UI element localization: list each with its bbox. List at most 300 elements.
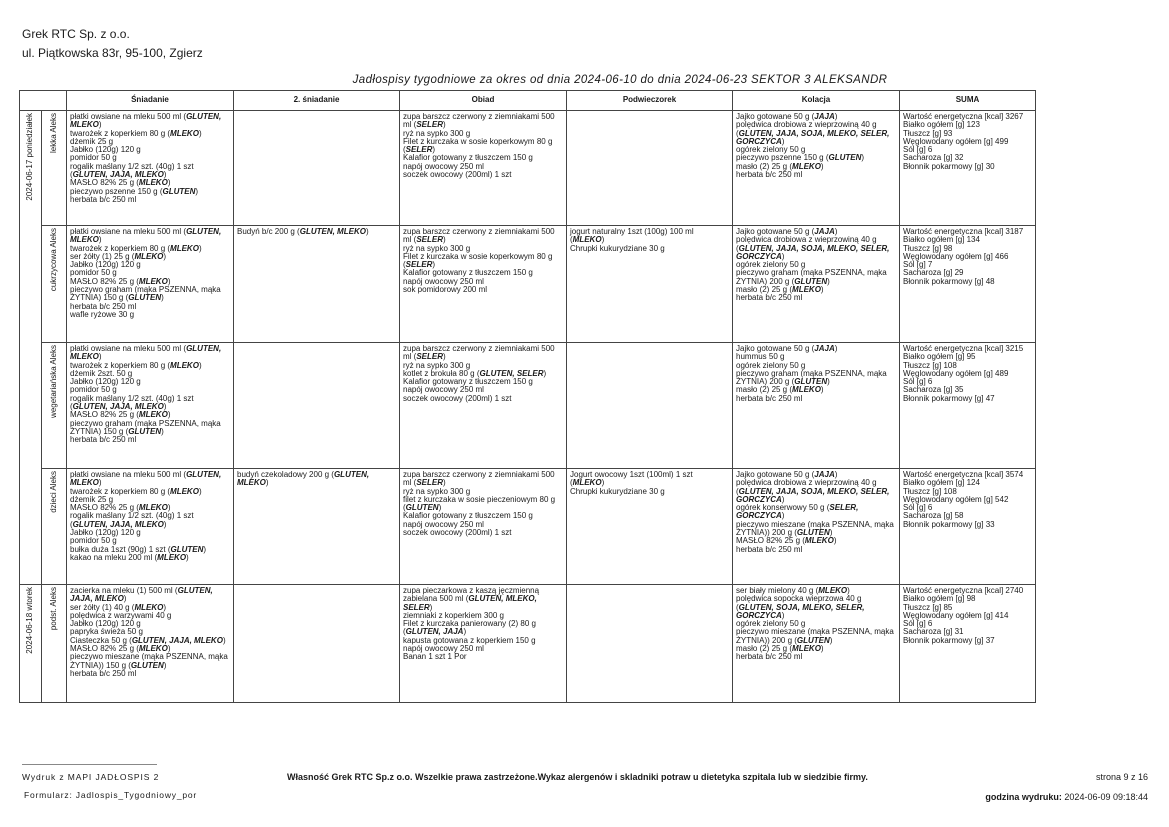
menu-text: sok pomidorowy 200 ml	[403, 285, 488, 295]
menu-text: )	[98, 352, 102, 362]
diet-label: cukrzycowa Aleks	[48, 228, 58, 292]
allergen-text: MLEKO	[138, 276, 168, 286]
menu-text: Błonnik pokarmowy [g] 33	[903, 519, 995, 529]
header-kolacja: Kolacja	[733, 91, 900, 111]
allergen-text: MLEKO	[138, 410, 168, 420]
meal-kolacja-cell	[733, 343, 900, 469]
menu-text: Tłuszcz [g] 108	[903, 486, 957, 496]
menu-text: dżemik 25 g	[70, 494, 114, 504]
allergen-text: GLUTEN	[828, 153, 862, 163]
menu-text: masło (2) 25 g (	[736, 161, 793, 171]
footer-divider	[22, 764, 157, 765]
menu-text: polędwica z warzywami 40 g	[70, 610, 172, 620]
menu-text: )	[847, 586, 850, 595]
menu-text: Sól [g] 6	[903, 503, 933, 513]
allergen-text: GLUTEN	[796, 528, 830, 538]
menu-text: pomidor 50 g	[70, 153, 117, 163]
menu-text: Białko ogółem [g] 95	[903, 352, 976, 362]
menu-text: )	[834, 112, 838, 121]
menu-text: budyń czekoladowy 200 g (	[237, 470, 334, 479]
menu-text: )	[429, 602, 433, 612]
menu-text: )	[365, 227, 369, 236]
menu-text: )	[432, 145, 436, 155]
diet-label: wegetariańska Aleks	[48, 345, 58, 418]
menu-text: )	[827, 276, 830, 286]
meal-sniadanie-cell	[67, 343, 234, 469]
allergen-text: SELER	[405, 145, 433, 155]
menu-text: bułka duża 1szt (90g) 1 szt (	[70, 544, 171, 554]
allergen-text: MLEKO	[818, 586, 848, 595]
header-2-sniadanie: 2. śniadanie	[234, 91, 400, 111]
menu-text: )	[198, 486, 202, 496]
allergen-text: MLEKO	[792, 285, 821, 295]
menu-text: Białko ogółem [g] 98	[903, 594, 976, 604]
menu-text: )	[543, 368, 547, 378]
menu-text: )	[167, 503, 171, 513]
allergen-text: GLUTEN, MLEKO	[70, 470, 222, 488]
footer-page-number: strona 9 z 16	[1095, 772, 1148, 782]
meal-podwieczorek-cell	[567, 469, 733, 585]
menu-text: Wartość energetyczna [kcal] 3267	[903, 112, 1024, 121]
meal-podwieczorek-cell	[567, 226, 733, 343]
menu-text: Sól [g] 6	[903, 377, 933, 387]
menu-text: ryż na sypko 300 g	[403, 360, 471, 370]
menu-text: pieczywo mieszane (mąka PSZENNA, mąka ŻYTNIA)) 200 g (	[736, 627, 894, 645]
menu-text: MASŁO 82% 25 g (	[70, 276, 139, 286]
meal-sniadanie-cell	[67, 226, 234, 343]
menu-text: masło (2) 25 g (	[736, 285, 793, 295]
menu-text: papryka świeża 50 g	[70, 627, 143, 637]
menu-text: )	[161, 293, 164, 303]
allergen-text: SELER	[416, 352, 443, 362]
menu-text: zupa pieczarkowa z kaszą jęczmienną zabielana 500 ml (	[403, 586, 540, 604]
allergen-text: JAJA	[814, 112, 835, 121]
menu-text: )	[781, 251, 785, 261]
menu-text: Chrupki kukurydziane 30 g	[570, 486, 665, 496]
menu-text: płatki owsiane na mleku 500 ml (	[70, 344, 187, 353]
menu-text: ryż na sypko 300 g	[403, 243, 471, 253]
menu-text: wafle ryżowe 30 g	[70, 309, 135, 319]
menu-text: )	[443, 235, 446, 245]
diet-label: dzieci Aleks	[48, 471, 58, 513]
meal-obiad-cell	[400, 585, 567, 703]
menu-text: Jabłko (120g) 120 g	[70, 528, 141, 538]
menu-text: Jabłko (120g) 120 g	[70, 145, 141, 155]
menu-text: ryż na sypko 300 g	[403, 128, 471, 138]
menu-text: herbata b/c 250 ml	[70, 194, 137, 204]
menu-text: MASŁO 82% 25 g (	[70, 410, 139, 420]
day-label-cell	[20, 111, 42, 585]
menu-text: )	[163, 660, 167, 670]
menu-text: napój owocowy 250 ml	[403, 161, 484, 171]
menu-text: )	[820, 644, 824, 654]
menu-text: )	[203, 544, 207, 554]
menu-text: Banan 1 szt 1 Por	[403, 652, 467, 662]
menu-text: Kalafior gotowany z tłuszczem 150 g	[403, 377, 533, 387]
allergen-text: GLUTEN, JAJA, SOJA, MLEKO, SELER, GORCZYCA	[736, 128, 890, 146]
menu-text: Tłuszcz [g] 85	[903, 602, 953, 612]
menu-text: Filet z kurczaka panierowany (2) 80 g (	[403, 619, 536, 637]
allergen-text: GLUTEN, JAJA, MLEKO	[72, 402, 164, 412]
menu-text: pieczywo graham (mąka PSZENNA, mąka ŻYTNIA) 150 g (	[70, 285, 221, 303]
menu-text: ryż na sypko 300 g	[403, 486, 471, 496]
allergen-text: GLUTEN	[794, 276, 828, 286]
menu-text: ser żółty (1) 40 g (	[70, 602, 135, 612]
allergen-text: GLUTEN, JAJA, MLEKO	[72, 170, 164, 180]
menu-text: napój owocowy 250 ml	[403, 519, 484, 529]
menu-text: )	[443, 120, 446, 130]
menu-text: )	[601, 478, 605, 488]
menu-text: Jajko gotowane 50 g (	[736, 344, 815, 353]
meal-2-sniadanie-cell	[234, 111, 400, 226]
menu-text: rogalik maślany 1/2 szt. (40g) 1 szt (	[70, 393, 194, 412]
menu-text: )	[163, 402, 167, 412]
menu-text: Wartość energetyczna [kcal] 3215	[903, 344, 1024, 353]
nutrition-sum-cell	[900, 469, 1036, 585]
menu-text: )	[163, 519, 167, 529]
menu-text: zupa barszcz czerwony z ziemniakami 500 ml (	[403, 227, 555, 245]
menu-text: )	[861, 153, 865, 163]
menu-text: Sacharoza [g] 58	[903, 511, 964, 521]
allergen-text: GLUTEN, MLEKO, SELER	[403, 594, 537, 612]
menu-text: Jabłko (120g) 120 g	[70, 619, 141, 629]
meal-2-sniadanie-cell	[234, 226, 400, 343]
menu-text: )	[198, 360, 202, 370]
menu-text: polędwica sopocka wieprzowa 40 g (	[736, 594, 862, 612]
menu-text: )	[833, 536, 837, 546]
menu-text: )	[161, 426, 164, 436]
menu-text: Węglowodany ogółem [g] 466	[903, 251, 1009, 261]
menu-text: polędwica drobiowa z wieprzowiną 40 g (	[736, 478, 877, 496]
meal-podwieczorek-cell	[567, 585, 733, 703]
menu-text: )	[432, 260, 436, 270]
menu-text: )	[98, 478, 102, 488]
allergen-text: SELER	[416, 478, 443, 488]
nutrition-sum-cell	[900, 226, 1036, 343]
footer-form: Formularz: Jadlospis_Tygodniowy_por	[24, 790, 198, 800]
allergen-text: GLUTEN	[170, 544, 204, 554]
menu-text: )	[443, 478, 446, 488]
allergen-text: GLUTEN, MLEKO	[70, 227, 222, 245]
menu-text: )	[198, 243, 202, 253]
menu-text: )	[834, 470, 838, 479]
menu-text: rogalik maślany 1/2 szt. (40g) 1 szt (	[70, 161, 194, 180]
menu-text: )	[265, 478, 269, 488]
allergen-text: JAJA	[814, 344, 835, 353]
menu-text: herbata b/c 250 ml	[70, 668, 137, 678]
menu-text: )	[827, 377, 830, 387]
menu-text: Sacharoza [g] 35	[903, 385, 964, 395]
nutrition-sum-cell	[900, 343, 1036, 469]
menu-text: Jajko gotowane 50 g (	[736, 112, 815, 121]
header-obiad: Obiad	[400, 91, 567, 111]
menu-text: Jogurt owocowy 1szt (100ml) 1 szt (	[570, 470, 693, 488]
allergen-text: SELER	[405, 260, 433, 270]
allergen-text: MLEKO	[134, 602, 164, 612]
menu-text: herbata b/c 250 ml	[736, 393, 803, 403]
menu-text: Białko ogółem [g] 124	[903, 478, 980, 488]
menu-text: )	[820, 285, 824, 295]
header-blank	[20, 91, 67, 111]
menu-text: napój owocowy 250 ml	[403, 385, 484, 395]
allergen-text: GLUTEN	[794, 377, 828, 387]
nutrition-sum-cell	[900, 585, 1036, 703]
menu-text: zupa barszcz czerwony z ziemniakami 500 ml (	[403, 112, 555, 130]
footer-print-time	[985, 792, 1148, 802]
diet-label-cell	[42, 469, 67, 585]
menu-text: )	[820, 161, 824, 171]
menu-text: masło (2) 25 g (	[736, 385, 793, 395]
table-row	[20, 111, 1036, 226]
meal-kolacja-cell	[733, 585, 900, 703]
day-label: 2024-06-18 wtorek	[25, 587, 35, 654]
menu-text: )	[167, 178, 171, 188]
menu-text: )	[98, 120, 102, 130]
menu-text: ogórek zielony 50 g	[736, 145, 806, 155]
menu-text: )	[781, 610, 785, 620]
menu-text: Sól [g] 6	[903, 145, 933, 155]
menu-text: masło (2) 25 g (	[736, 644, 793, 654]
diet-label-cell	[42, 343, 67, 469]
allergen-text: GLUTEN, SOJA, MLEKO, SELER, GORCZYCA	[736, 602, 865, 620]
allergen-text: MLEKO	[572, 235, 602, 245]
menu-text: Błonnik pokarmowy [g] 48	[903, 276, 995, 286]
menu-text: )	[438, 503, 442, 513]
meal-kolacja-cell	[733, 469, 900, 585]
menu-text: pieczywo graham (mąka PSZENNA, mąka ŻYTNIA) 200 g (	[736, 368, 887, 387]
menu-text: herbata b/c 250 ml	[70, 435, 137, 445]
menu-text: pieczywo graham (mąka PSZENNA, mąka ŻYTNIA) 150 g (	[70, 418, 221, 436]
meal-kolacja-cell	[733, 226, 900, 343]
menu-text: )	[222, 635, 226, 645]
menu-text: pieczywo graham (mąka PSZENNA, mąka ŻYTNIA) 200 g (	[736, 268, 887, 286]
menu-text: kotlet z brokuła 80 g (	[403, 368, 480, 378]
menu-text: soczek owocowy (200ml) 1 szt	[403, 393, 512, 403]
header-podwieczorek: Podwieczorek	[567, 91, 733, 111]
allergen-text: MLEKO	[134, 251, 164, 261]
menu-text: pieczywo pszenne 150 g (	[736, 153, 829, 163]
menu-text: )	[123, 594, 127, 604]
menu-text: Sól [g] 6	[903, 619, 933, 629]
menu-text: )	[781, 494, 785, 504]
menu-text: jogurt naturalny 1szt (100g) 100 ml (	[570, 227, 694, 245]
menu-text: herbata b/c 250 ml	[736, 293, 803, 303]
menu-text: pieczywo mieszane (mąka PSZENNA, mąka ŻYTNIA)) 150 g (	[70, 652, 228, 670]
table-row	[20, 469, 1036, 585]
menu-table	[19, 90, 1036, 703]
menu-text: Wartość energetyczna [kcal] 2740	[903, 586, 1024, 595]
menu-text: )	[195, 186, 199, 196]
menu-text: kakao na mleku 200 ml (	[70, 552, 158, 562]
menu-text: polędwica drobiowa z wieprzowiną 40 g (	[736, 235, 877, 253]
menu-text: rogalik maślany 1/2 szt. (40g) 1 szt (	[70, 511, 194, 529]
meal-2-sniadanie-cell	[234, 469, 400, 585]
allergen-text: JAJA	[814, 227, 835, 236]
menu-text: Jabłko (120g) 120 g	[70, 260, 141, 270]
meal-obiad-cell	[400, 469, 567, 585]
diet-label-cell	[42, 226, 67, 343]
allergen-text: GLUTEN, MLEKO	[237, 470, 370, 488]
allergen-text: GLUTEN, JAJA, SOJA, MLEKO, SELER, GORCZYCA	[736, 486, 890, 504]
menu-text: ziemniaki z koperkiem 300 g	[403, 610, 504, 620]
menu-text: pieczywo pszenne 150 g (	[70, 186, 163, 196]
allergen-text: GLUTEN, MLEKO	[70, 344, 222, 362]
allergen-text: MLEKO	[170, 128, 199, 138]
footer-copyright: Własność Grek RTC Sp.z o.o. Wszelkie prawa zastrzeżone.Wykaz alergenów i skladniki potraw u dietetyka szpitala lub w siedzibie firmy.	[287, 772, 868, 782]
menu-text: Sacharoza [g] 31	[903, 627, 964, 637]
menu-text: MASŁO 82% 25 g (	[70, 644, 139, 654]
allergen-text: SELER, GORCZYCA	[736, 503, 859, 521]
menu-text: płatki owsiane na mleku 500 ml (	[70, 227, 187, 236]
header-sniadanie: Śniadanie	[67, 91, 234, 111]
menu-text: Filet z kurczaka w sosie koperkowym 80 g (	[403, 251, 553, 270]
menu-text: MASŁO 82% 25 g (	[70, 178, 139, 188]
allergen-text: MLEKO	[572, 478, 602, 488]
menu-text: pomidor 50 g	[70, 268, 117, 278]
menu-text: Jajko gotowane 50 g (	[736, 227, 815, 236]
menu-text: herbata b/c 250 ml	[70, 301, 137, 311]
menu-text: )	[829, 528, 833, 538]
print-time-value: 2024-06-09 09:18:44	[1061, 792, 1148, 802]
menu-text: MASŁO 82% 25 g (	[70, 503, 139, 513]
allergen-text: SELER	[416, 120, 443, 130]
menu-text: herbata b/c 250 ml	[736, 652, 803, 662]
allergen-text: GLUTEN, JAJA, MLEKO	[72, 519, 164, 529]
allergen-text: GLUTEN, JAJA, MLEKO	[131, 635, 223, 645]
menu-text: Tłuszcz [g] 93	[903, 128, 953, 138]
menu-text: )	[167, 410, 171, 420]
menu-text: zacierka na mleku (1) 500 ml (	[70, 586, 178, 595]
menu-text: Sacharoza [g] 32	[903, 153, 964, 163]
menu-text: Węglowodany ogółem [g] 489	[903, 368, 1009, 378]
menu-text: ogórek zielony 50 g	[736, 260, 806, 270]
menu-text: Chrupki kukurydziane 30 g	[570, 243, 665, 253]
menu-text: hummus 50 g	[736, 352, 785, 362]
diet-label-cell	[42, 111, 67, 226]
menu-text: )	[98, 235, 102, 245]
menu-text: Budyń b/c 200 g (	[237, 227, 300, 236]
menu-text: płatki owsiane na mleku 500 ml (	[70, 112, 187, 121]
menu-text: )	[781, 511, 785, 521]
allergen-text: JAJA	[814, 470, 835, 479]
menu-text: twarożek z koperkiem 80 g (	[70, 486, 171, 496]
meal-podwieczorek-cell	[567, 111, 733, 226]
allergen-text: MLEKO	[157, 552, 187, 562]
allergen-text: MLEKO	[170, 486, 199, 496]
menu-text: )	[163, 602, 167, 612]
meal-podwieczorek-cell	[567, 343, 733, 469]
menu-text: )	[781, 136, 785, 146]
menu-text: Tłuszcz [g] 108	[903, 360, 957, 370]
meal-2-sniadanie-cell	[234, 585, 400, 703]
table-row	[20, 226, 1036, 343]
menu-text: soczek owocowy (200ml) 1 szt	[403, 528, 512, 538]
allergen-text: GLUTEN, SELER	[479, 368, 544, 378]
allergen-text: SELER	[416, 235, 443, 245]
menu-text: )	[167, 644, 171, 654]
menu-text: Białko ogółem [g] 123	[903, 120, 980, 130]
menu-text: Kalafior gotowany z tłuszczem 150 g	[403, 153, 533, 163]
allergen-text: MLEKO	[138, 644, 168, 654]
day-label-cell	[20, 585, 42, 703]
menu-text: płatki owsiane na mleku 500 ml (	[70, 470, 187, 479]
menu-text: pieczywo mieszane (mąka PSZENNA, mąka ŻYTNIA)) 200 g (	[736, 519, 894, 538]
allergen-text: MLEKO	[170, 243, 199, 253]
menu-text: Węglowodany ogółem [g] 542	[903, 494, 1009, 504]
menu-text: herbata b/c 250 ml	[736, 544, 803, 554]
menu-text: )	[163, 251, 167, 261]
allergen-text: MLEKO	[170, 360, 199, 370]
print-time-label: godzina wydruku:	[985, 792, 1062, 802]
diet-label: lekka Aleks	[48, 113, 58, 154]
menu-text: Filet z kurczaka w sosie koperkowym 80 g (	[403, 136, 553, 155]
menu-text: Ciasteczka 50 g (	[70, 635, 132, 645]
menu-text: Wartość energetyczna [kcal] 3187	[903, 227, 1024, 236]
menu-text: twarożek z koperkiem 80 g (	[70, 360, 171, 370]
menu-text: )	[186, 552, 189, 562]
menu-text: ogórek konserwowy 50 g (	[736, 503, 830, 513]
menu-text: Tłuszcz [g] 98	[903, 243, 953, 253]
footer-program: Wydruk z MAPI JADŁOSPIS 2	[22, 772, 160, 782]
meal-obiad-cell	[400, 226, 567, 343]
diet-label-cell	[42, 585, 67, 703]
menu-text: kapusta gotowana z koperkiem 150 g	[403, 635, 536, 645]
table-row	[20, 343, 1036, 469]
menu-text: polędwica drobiowa z wieprzowiną 40 g (	[736, 120, 877, 138]
menu-text: twarożek z koperkiem 80 g (	[70, 128, 171, 138]
menu-text: )	[443, 352, 446, 362]
menu-text: herbata b/c 250 ml	[736, 170, 803, 180]
company-info	[22, 25, 203, 63]
menu-text: napój owocowy 250 ml	[403, 644, 484, 654]
meal-sniadanie-cell	[67, 469, 234, 585]
allergen-text: MLEKO	[138, 503, 168, 513]
menu-text: pomidor 50 g	[70, 536, 117, 546]
allergen-text: GLUTEN, MLEKO	[299, 227, 366, 236]
menu-text: Kalafior gotowany z tłuszczem 150 g	[403, 511, 533, 521]
diet-label: podst. Aleks	[48, 587, 58, 631]
menu-text: Kalafior gotowany z tłuszczem 150 g	[403, 268, 533, 278]
menu-text: )	[834, 344, 838, 353]
menu-text: zupa barszcz czerwony z ziemniakami 500 ml (	[403, 344, 555, 362]
meal-kolacja-cell	[733, 111, 900, 226]
allergen-text: GLUTEN, JAJA	[405, 627, 464, 637]
day-label: 2024-06-17 poniedziałek	[25, 113, 35, 201]
header-suma: SUMA	[900, 91, 1036, 111]
menu-text: Jajko gotowane 50 g (	[736, 470, 815, 479]
allergen-text: MLEKO	[804, 536, 834, 546]
allergen-text: MLEKO	[138, 178, 168, 188]
menu-text: pomidor 50 g	[70, 385, 117, 395]
meal-sniadanie-cell	[67, 585, 234, 703]
nutrition-sum-cell	[900, 111, 1036, 226]
menu-text: Sól [g] 7	[903, 260, 933, 270]
allergen-text: MLEKO	[792, 161, 821, 171]
menu-text: napój owocowy 250 ml	[403, 276, 484, 286]
menu-text: )	[163, 170, 167, 180]
menu-text: Białko ogółem [g] 134	[903, 235, 980, 245]
allergen-text: GLUTEN, MLEKO	[70, 112, 222, 130]
menu-text: )	[167, 276, 171, 286]
meal-obiad-cell	[400, 343, 567, 469]
menu-text: MASŁO 82% 25 g (	[736, 536, 805, 546]
menu-text: ogórek zielony 50 g	[736, 360, 806, 370]
menu-text: )	[820, 385, 824, 395]
menu-text: Jabłko (120g) 120 g	[70, 377, 141, 387]
company-name: Grek RTC Sp. z o.o.	[22, 27, 130, 41]
allergen-text: GLUTEN	[796, 635, 830, 645]
menu-text: Węglowodany ogółem [g] 414	[903, 610, 1009, 620]
